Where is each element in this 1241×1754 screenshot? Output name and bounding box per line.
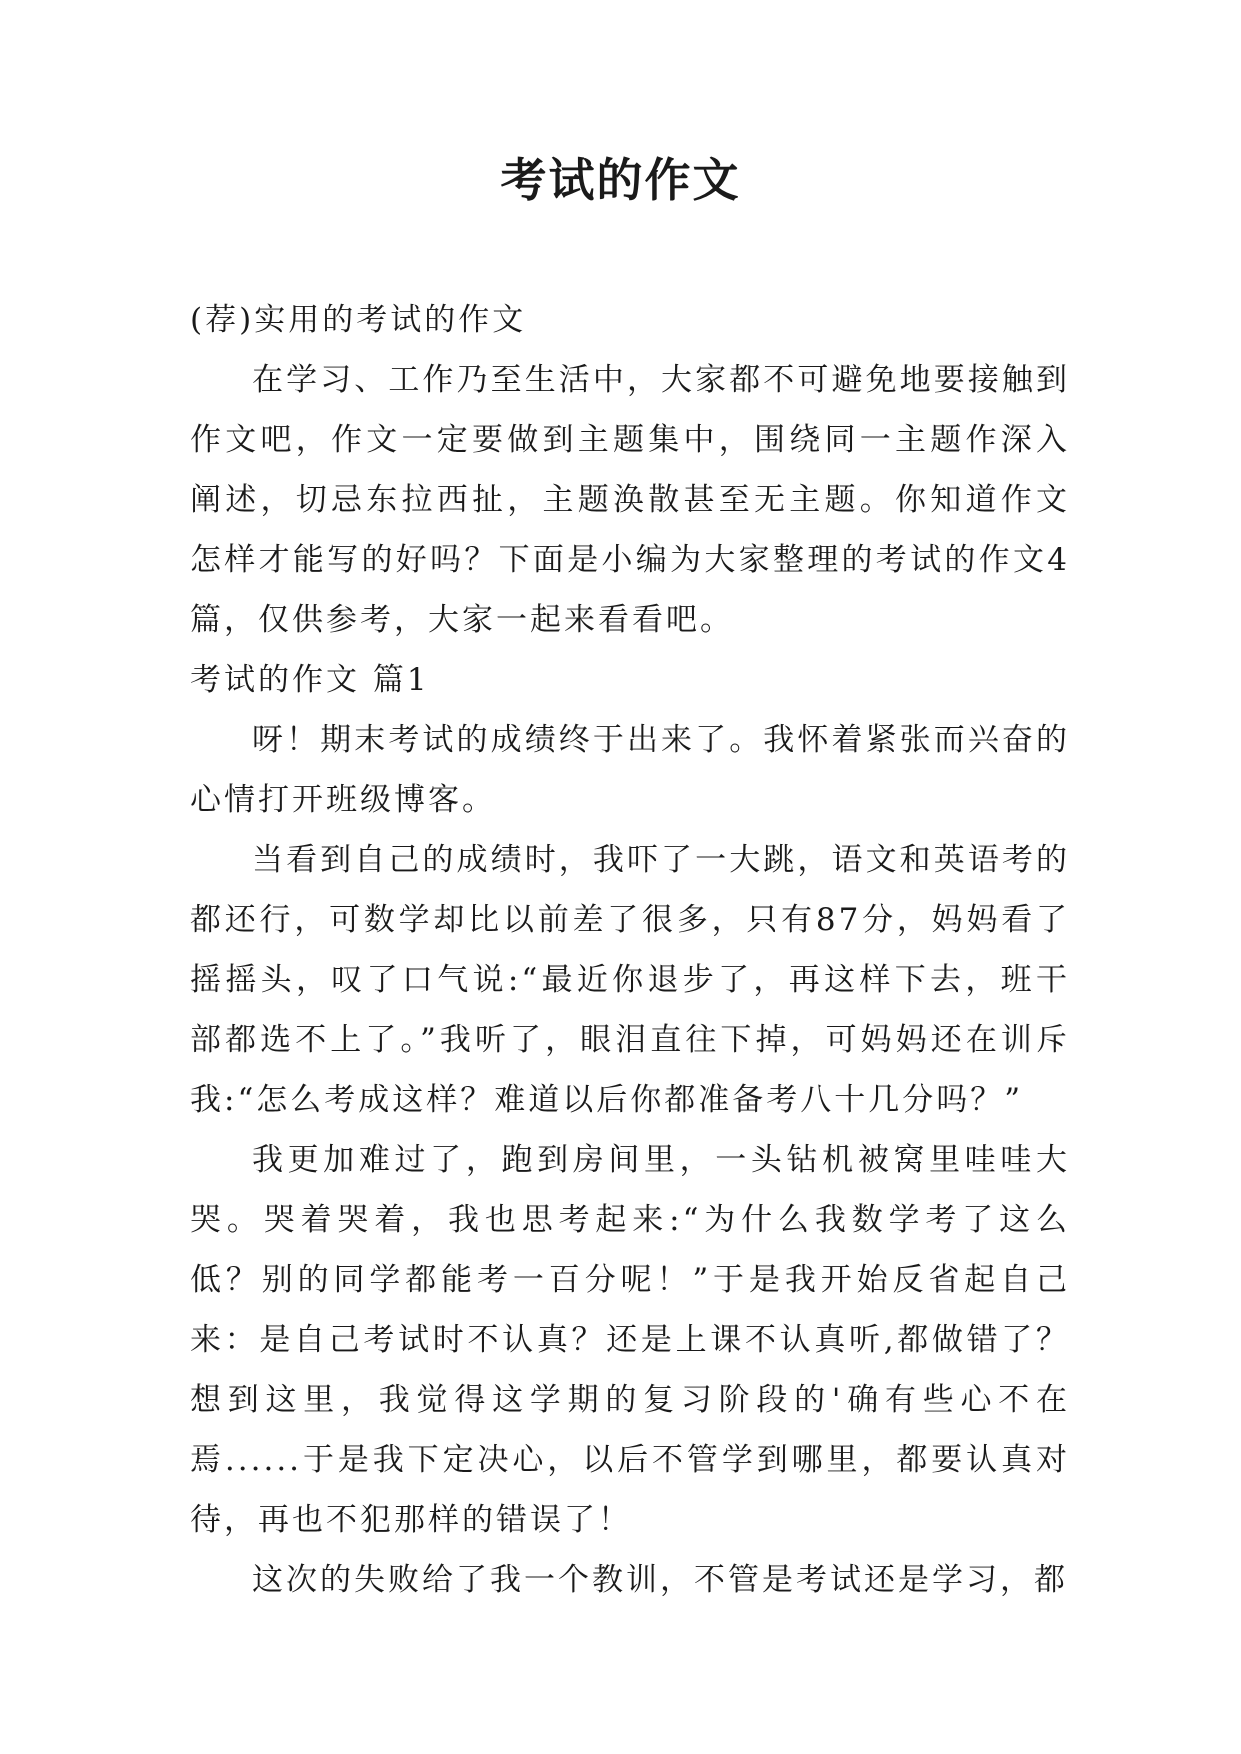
document-subtitle: (荐)实用的考试的作文 <box>190 302 527 338</box>
body-paragraph: 呀！期末考试的成绩终于出来了。我怀着紧张而兴奋的心情打开班级博客。 <box>190 722 1070 818</box>
intro-paragraph: 在学习、工作乃至生活中，大家都不可避免地要接触到作文吧，作文一定要做到主题集中，围绕同一主题作深入阐述，切忌东拉西扯，主题涣散甚至无主题。你知道作文怎样才能写的好吗？下面是小编为大家整理的考试的作文4篇，仅供参考，大家一起来看看吧。 <box>190 362 1070 638</box>
document-body <box>190 290 1070 1610</box>
body-paragraph: 当看到自己的成绩时，我吓了一大跳，语文和英语考的都还行，可数学却比以前差了很多，只有87分，妈妈看了摇摇头，叹了口气说:“最近你退步了，再这样下去，班干部都选不上了。”我听了，眼泪直往下掉，可妈妈还在训斥我:“怎么考成这样？难道以后你都准备考八十几分吗？” <box>190 842 1070 1118</box>
section-heading: 考试的作文 篇1 <box>190 662 430 698</box>
body-paragraph: 这次的失败给了我一个教训，不管是考试还是学习，都 <box>252 1562 1068 1598</box>
body-paragraph: 我更加难过了，跑到房间里，一头钻机被窝里哇哇大哭。哭着哭着，我也思考起来:“为什么我数学考了这么低？别的同学都能考一百分呢！”于是我开始反省起自己来：是自己考试时不认真？还是上课不认真听,都做错了？想到这里，我觉得这学期的复习阶段的'确有些心不在焉......于是我下定决心，以后不管学到哪里，都要认真对待，再也不犯那样的错误了！ <box>190 1142 1070 1538</box>
document-title: 考试的作文 <box>500 153 741 207</box>
